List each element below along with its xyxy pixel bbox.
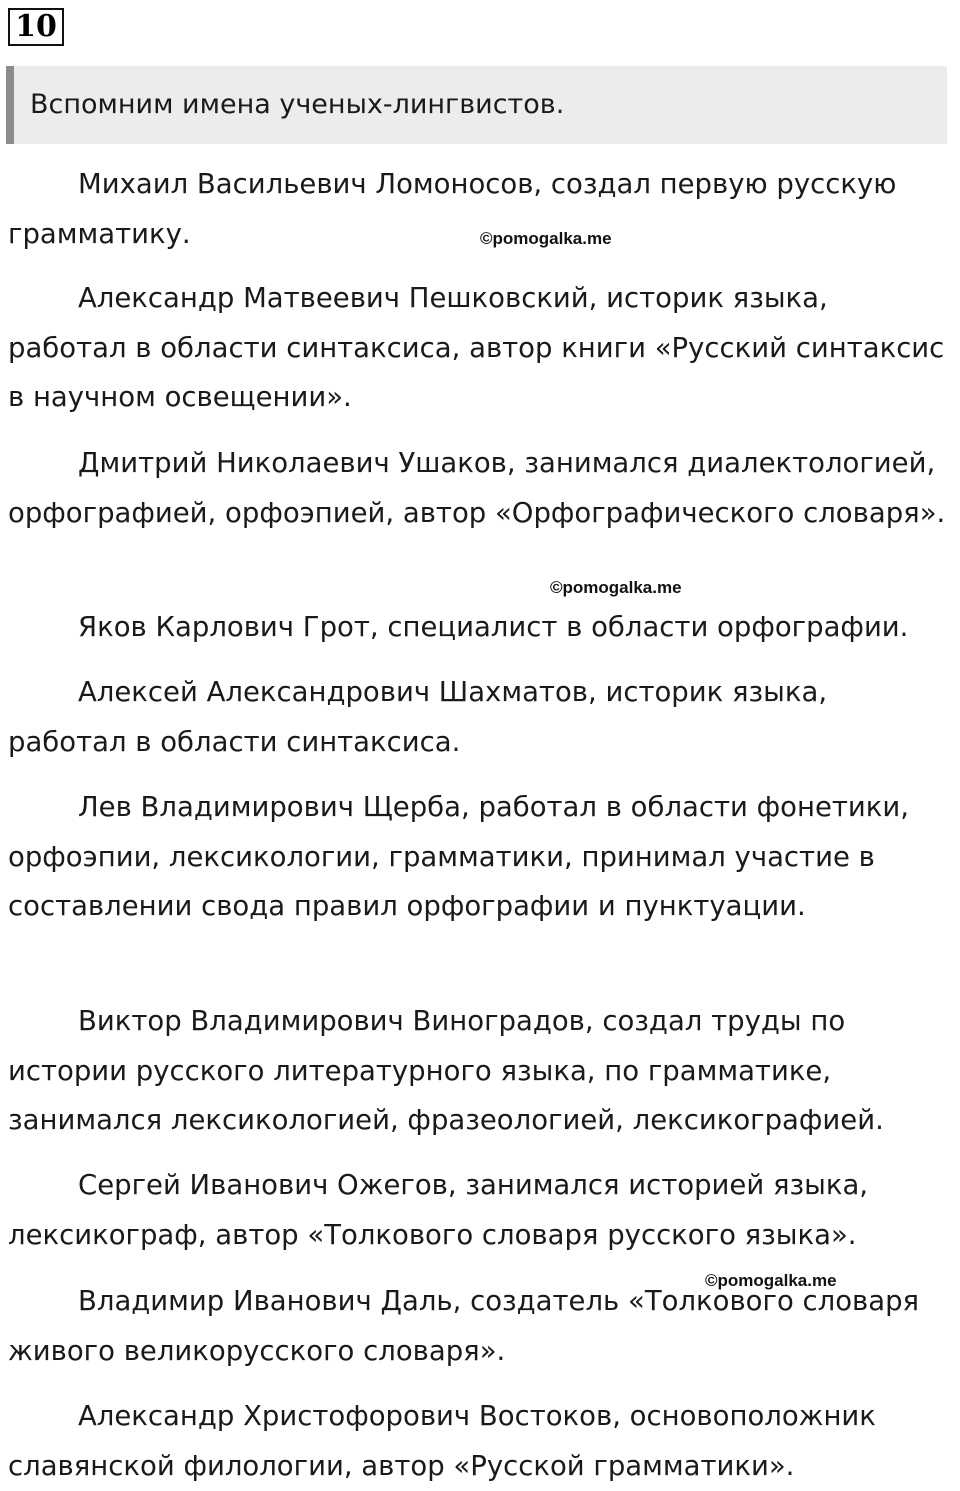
watermark: ©pomogalka.me [705, 1271, 837, 1290]
paragraph-ushakov: Дмитрий Николаевич Ушаков, занимался диалектологией, орфографией, орфоэпией, автор «Орфографического словаря». [8, 447, 946, 529]
paragraph-vinogradov: Виктор Владимирович Виноградов, создал труды по истории русского литературного языка, по грамматике, занимался лексикологией, фразеологией, лексикографией. [8, 1005, 884, 1136]
paragraph-shakhmatov: Алексей Александрович Шахматов, историк языка, работал в области синтаксиса. [8, 676, 828, 758]
task-instruction-box [6, 66, 947, 144]
watermark: ©pomogalka.me [550, 578, 682, 597]
paragraph-peshkovsky: Александр Матвеевич Пешковский, историк языка, работал в области синтаксиса, автор книги «Русский синтаксис в научном освещении». [8, 282, 945, 413]
paragraph-vostokov: Александр Христофорович Востоков, основоположник славянской филологии, автор «Русской грамматики». [8, 1400, 876, 1482]
paragraph-shcherba: Лев Владимирович Щерба, работал в области фонетики, орфоэпии, лексикологии, грамматики, принимал участие в составлении свода правил орфографии и пунктуации. [8, 791, 909, 922]
paragraph-dal: Владимир Иванович Даль, создатель «Толкового словаря живого великорусского словаря». [8, 1285, 920, 1367]
task-instruction-text: Вспомним имена ученых-лингвистов. [30, 89, 565, 120]
paragraph-lomonosov: Михаил Васильевич Ломоносов, создал первую русскую грамматику. [8, 168, 897, 250]
paragraph-grot: Яков Карлович Грот, специалист в области орфографии. [78, 611, 909, 643]
paragraph-ozhegov: Сергей Иванович Ожегов, занимался историей языка, лексикограф, автор «Толкового словаря русского языка». [8, 1169, 869, 1251]
watermark: ©pomogalka.me [480, 229, 612, 248]
task-number-badge: 10 [8, 8, 64, 46]
